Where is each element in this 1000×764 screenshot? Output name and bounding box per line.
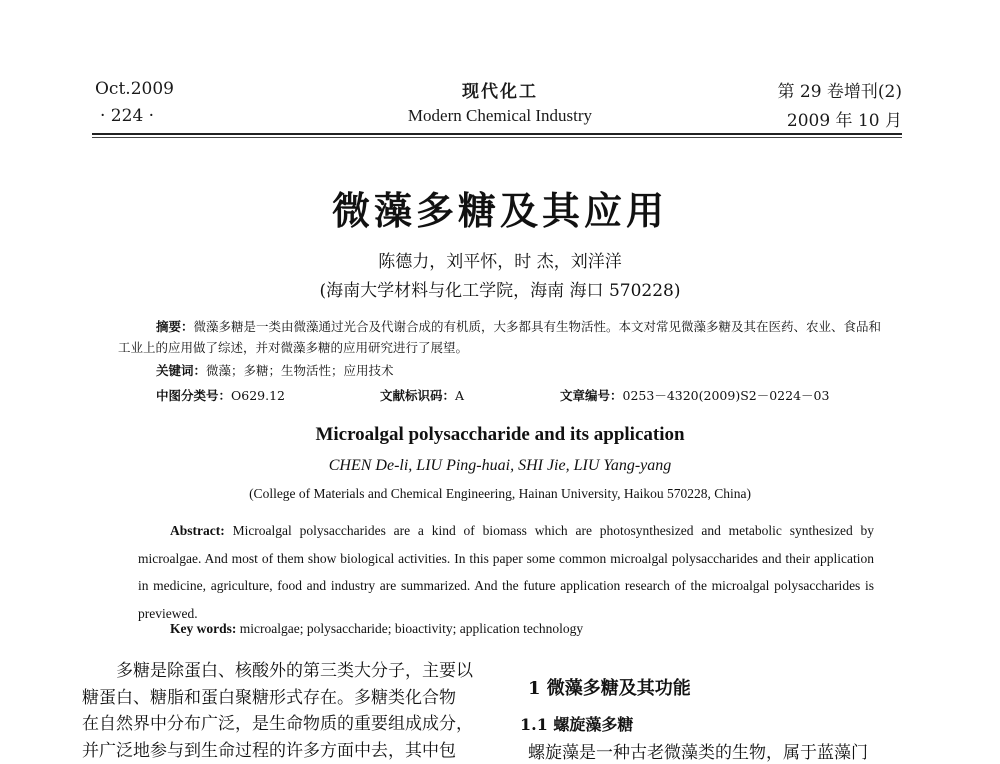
abstract-cn-label: 摘要： — [156, 319, 194, 334]
body-left-column — [82, 658, 490, 764]
article-title-cn: 微藻多糖及其应用 — [0, 180, 1000, 235]
keywords-en — [170, 621, 583, 637]
affiliation-cn: (海南大学材料与化工学院，海南 海口 570228) — [0, 276, 1000, 301]
body-line: 并广泛地参与到生命过程的许多方面中去，其中包 — [82, 738, 490, 764]
clc-value: O629.12 — [231, 388, 285, 403]
document-code — [380, 386, 464, 404]
header-journal-en: Modern Chemical Industry — [0, 106, 1000, 126]
clc-number — [156, 386, 285, 404]
authors-en: CHEN De-li, LIU Ping-huai, SHI Jie, LIU Yang-yang — [0, 457, 1000, 475]
header-date-en: Oct.2009 — [95, 79, 174, 99]
body-right-line: 螺旋藻是一种古老微藻类的生物，属于蓝藻门 — [528, 738, 868, 763]
abstract-en — [138, 517, 874, 627]
authors-cn: 陈德力，刘平怀，时 杰，刘洋洋 — [0, 247, 1000, 272]
doc-code-value: A — [455, 388, 464, 403]
abstract-en-text: Microalgal polysaccharides are a kind of biomass which are photosynthesized and metabolic synthesized by microalgae. And most of them show biological activities. In this paper some common microalgal polysaccharides and their application in medicine, agriculture, food and industry are summarized. And the future application research of the microalgal polysaccharides is previewed. — [138, 523, 874, 621]
article-title-en: Microalgal polysaccharide and its application — [0, 424, 1000, 446]
body-line: 糖蛋白、糖脂和蛋白聚糖形式存在。多糖类化合物 — [82, 685, 490, 712]
article-no-value: 0253－4320(2009)S2－0224－03 — [623, 388, 830, 403]
body-line: 在自然界中分布广泛，是生命物质的重要组成成分， — [82, 711, 490, 738]
keywords-cn-text: 微藻；多糖；生物活性；应用技术 — [206, 363, 394, 378]
header-date-cn: 2009 年 10 月 — [787, 106, 902, 131]
affiliation-en: (College of Materials and Chemical Engineering, Hainan University, Haikou 570228, China) — [0, 486, 1000, 502]
abstract-en-label: Abstract: — [170, 523, 225, 538]
article-no-label: 文章编号： — [560, 388, 623, 403]
header-rule — [92, 133, 902, 135]
keywords-cn — [156, 361, 394, 379]
section-heading-1-1: 1.1 螺旋藻多糖 — [520, 712, 633, 735]
article-number — [560, 386, 829, 404]
keywords-en-text: microalgae; polysaccharide; bioactivity; application technology — [240, 621, 583, 636]
header-page-number: · 224 · — [100, 106, 154, 126]
header-journal-cn: 现代化工 — [0, 77, 1000, 102]
abstract-cn — [118, 316, 888, 358]
body-line: 多糖是除蛋白、核酸外的第三类大分子，主要以 — [82, 658, 490, 685]
header-rule-thin — [92, 137, 902, 138]
header-volume: 第 29 卷增刊(2) — [777, 77, 902, 102]
abstract-cn-text: 微藻多糖是一类由微藻通过光合及代谢合成的有机质，大多都具有生物活性。本文对常见微藻多糖及其在医药、农业、食品和工业上的应用做了综述，并对微藻多糖的应用研究进行了展望。 — [118, 319, 881, 355]
keywords-cn-label: 关键词： — [156, 363, 206, 378]
section-heading-1: 1 微藻多糖及其功能 — [528, 674, 691, 700]
doc-code-label: 文献标识码： — [380, 388, 455, 403]
clc-label: 中图分类号： — [156, 388, 231, 403]
keywords-en-label: Key words: — [170, 621, 236, 636]
